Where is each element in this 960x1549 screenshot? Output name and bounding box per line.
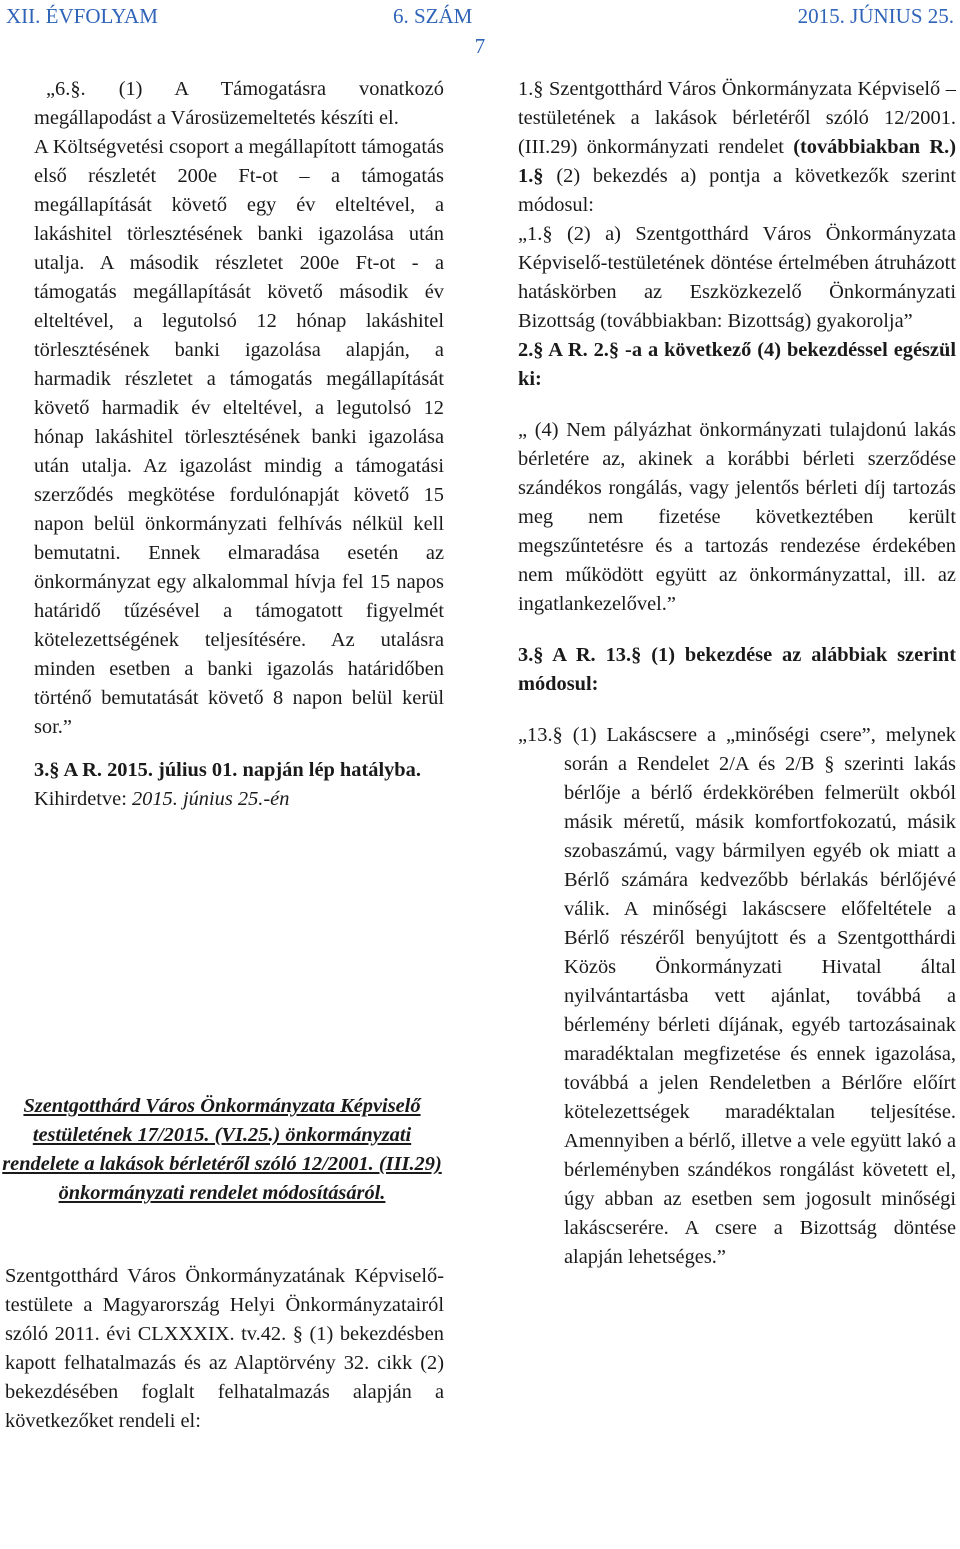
header-issue: 6. SZÁM	[393, 4, 473, 28]
page-header	[6, 4, 954, 34]
right-column	[518, 75, 956, 1272]
section-1-tail: (2) bekezdés a) pontja a következők szerint módosul:	[518, 165, 956, 216]
section-1-lead	[518, 75, 956, 220]
decree-title: Szentgotthárd Város Önkormányzata Képviselő testületének 17/2015. (VI.25.) önkormányzati rendelete a lakások bérletéről szóló 12/2001. (III.29) önkormányzati rendelet módosításáról.	[2, 1095, 442, 1204]
left-column	[34, 75, 444, 814]
section-1-quote: „1.§ (2) a) Szentgotthárd Város Önkormányzata Képviselő-testületének döntése értelmében átruházott hatáskörben az Eszközkezelő Önkormányzati Bizottság (továbbiakban: Bizottság) gyakorolja”	[518, 223, 956, 332]
section-1-intro: 1.§ Szentgotthárd Város Önkormányzata Képviselő – testületének a lakások bérletéről szóló 12/2001. (III.29) önkormányzati rendelet	[518, 78, 956, 158]
promulgation-date: 2015. június 25.-én	[131, 788, 290, 810]
promulgation-label: Kihirdetve:	[34, 788, 132, 810]
decree-preamble: Szentgotthárd Város Önkormányzatának Képviselő-testülete a Magyarország Helyi Önkormányzatairól szóló 2011. évi CLXXXIX. tv.42. § (1) bekezdésben kapott felhatalmazás és az Alaptörvény 32. cikk (2) bekezdésében foglalt felhatalmazás alapján a következőket rendeli el:	[5, 1265, 444, 1432]
section-1-bold: (továbbiakban R.) 1.§	[518, 136, 957, 187]
section-2-quote: „ (4) Nem pályázhat önkormányzati tulajdonú lakás bérletére az, akinek a korábbi bérleti szerződése szándékos rongálás, vagy jelentős bérleti díj tartozás meg nem fizetése következtében került megszűntetésre és a tartozás rendezése érdekében nem működött együtt az önkormányzattal, ill. az ingatlankezelővel.”	[518, 419, 956, 615]
promulgation-line	[34, 785, 444, 814]
section-2-heading: 2.§ A R. 2.§ -a a következő (4) bekezdéssel egészül ki:	[518, 339, 956, 390]
paragraph-6-1: „6.§. (1) A Támogatásra vonatkozó megállapodást a Városüzemeltetés készíti el.	[34, 78, 444, 129]
header-date: 2015. JÚNIUS 25.	[797, 4, 954, 28]
section-3-heading: 3.§ A R. 13.§ (1) bekezdése az alábbiak szerint módosul:	[518, 644, 956, 695]
header-volume: XII. ÉVFOLYAM	[6, 4, 158, 28]
paragraph-6-2: A Költségvetési csoport a megállapított támogatás első részletét 200e Ft-ot – a támogatás megállapítását követő egy év elteltével, a lakáshitel törlesztésének banki igazolása után utalja. A második részletet 200e Ft-ot - a támogatás megállapítását követő második év elteltével, a legutolsó 12 hónap lakáshitel törlesztésének banki igazolása alapján, a harmadik részletet a támogatás megállapítását követő harmadik év elteltével, a legutolsó 12 hónap lakáshitel törlesztésének banki igazolása után utalja. Az igazolást mindig a támogatási szerződés megkötése fordulónapját követő 15 napon belül önkormányzati felhívás nélkül kell bemutatni. Ennek elmaradása esetén az önkormányzat egy alkalommal hívja fel 15 napos határidő tűzésével a támogatott figyelmét kötelezettségének teljesítésére. Az utalásra minden esetben a banki igazolás határidőben történő bemutatását követő 8 napon belül kerül sor.”	[34, 136, 444, 738]
page-number: 7	[474, 34, 486, 58]
section-3-effective: 3.§ A R. 2015. július 01. napján lép hatályba.	[34, 759, 421, 781]
section-3-quote: „13.§ (1) Lakáscsere a „minőségi csere”, melynek során a Rendelet 2/A és 2/B § szerinti lakás bérlője a bérlő érdekkörében felmerült okból másik méretű, másik komfortfokozatú, másik szobaszámú, vagy bármilyen egyéb ok miatt a Bérlő számára kedvezőbb bérlakás bérlőjévé válik. A minőségi lakáscsere előfeltétele a Bérlő részéről benyújtott és a Szentgotthárdi Közös Önkormányzati Hivatal által nyilvántartásba vett ajánlat, továbbá a bérlemény bérleti díjának, egyéb tartozásainak maradéktalan megfizetése és ennek igazolása, továbbá a jelen Rendeletben a Bérlőre előírt kötelezettségek maradéktalan teljesítése. Amennyiben a bérlő, illetve a vele együtt lakó a bérleményben szándékos rongálást követett el, úgy abban az esetben sem jogosult minőségi lakáscserére. A csere a Bizottság döntése alapján lehetséges.”	[518, 724, 956, 1268]
